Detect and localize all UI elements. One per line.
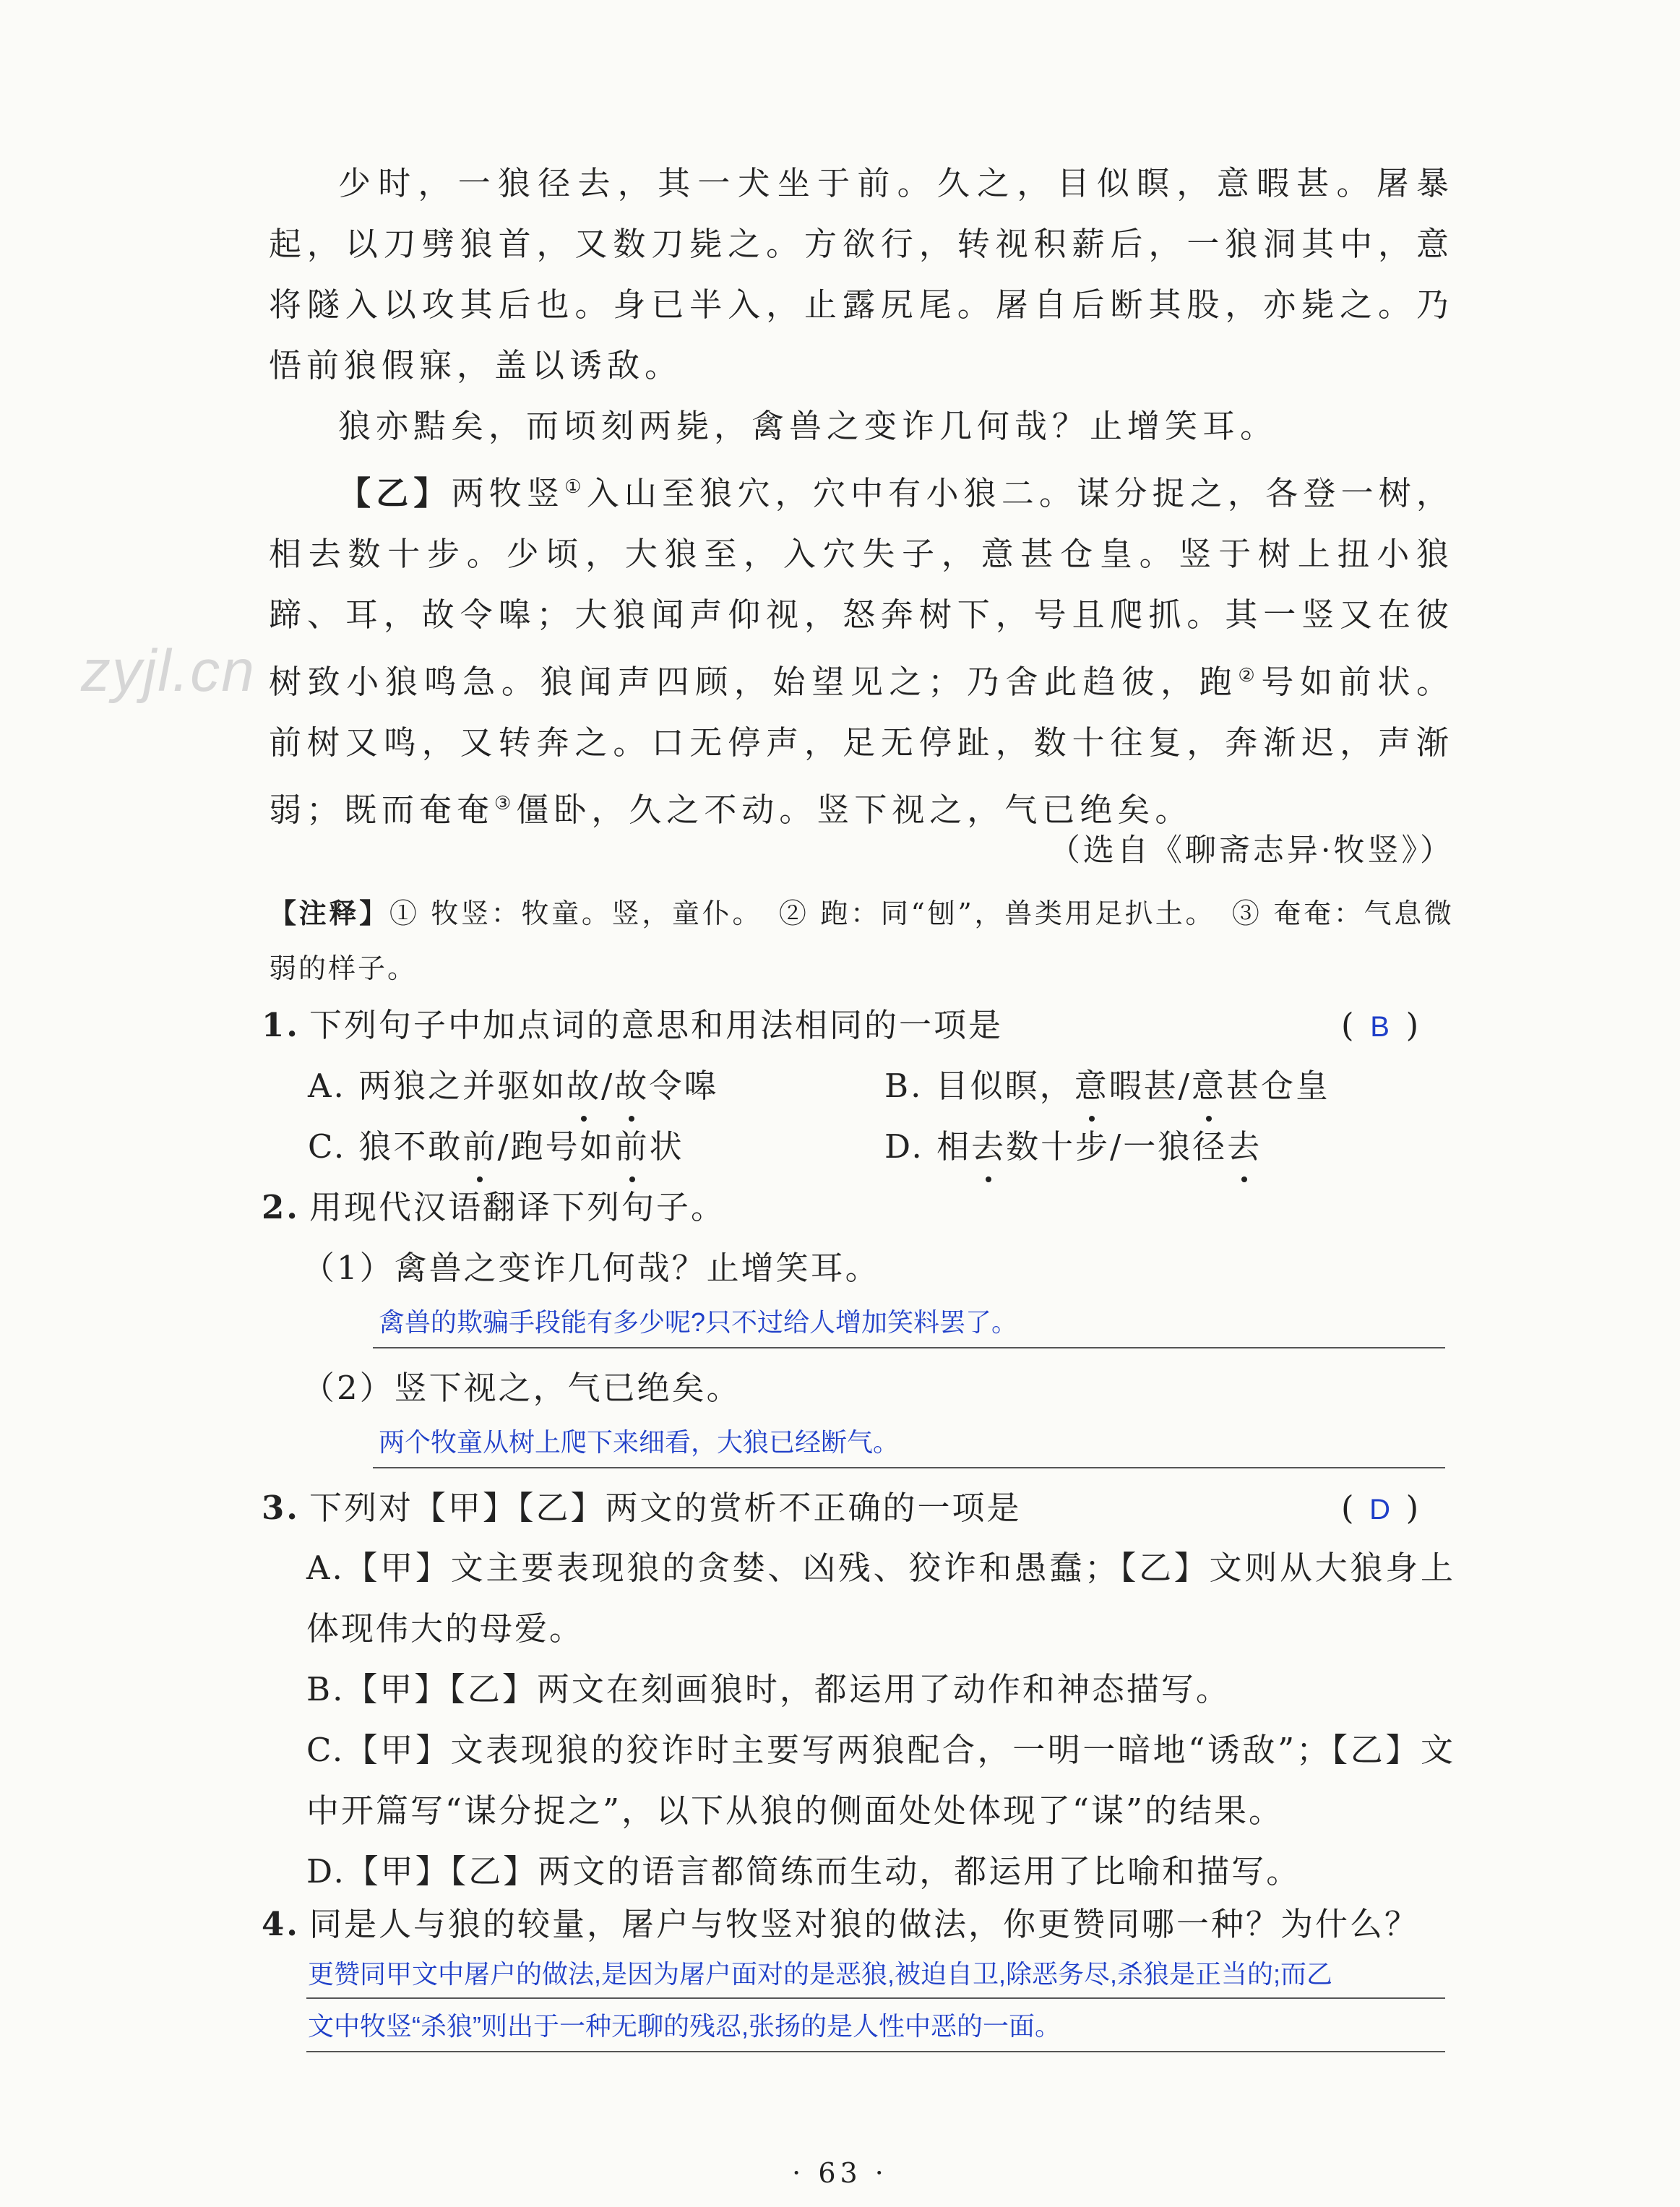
note-ref-3: ③ — [494, 793, 517, 814]
question-text: 用现代汉语翻译下列句子。 — [309, 1188, 726, 1226]
handwritten-answer-4-line-1: 更赞同甲文中屠户的做法,是因为屠户面对的是恶狼,被迫自卫,除恶务尽,杀狼是正当的;而乙 — [308, 1959, 1333, 1989]
option-text: 暇甚/ — [1108, 1067, 1192, 1105]
option-text: 令嗥 — [649, 1067, 719, 1105]
option-text: 数十步/一狼径 — [1006, 1127, 1228, 1166]
annotations-label: 【注释】 — [269, 897, 389, 929]
watermark: zyjl.cn — [81, 638, 256, 704]
option-c — [306, 1720, 1455, 1841]
handwritten-answer-2: 两个牧童从树上爬下来细看，大狼已经断气。 — [379, 1427, 900, 1457]
note-ref-1: ① — [564, 476, 587, 498]
question-number: 4. — [262, 1905, 300, 1943]
option-text: /跑号如 — [497, 1127, 615, 1166]
translate-sentence-2: （2）竖下视之，气已绝矣。 — [302, 1369, 741, 1407]
option-text: B.【甲】【乙】两文在刻画狼时，都运用了动作和神态描写。 — [306, 1670, 1231, 1708]
option-a — [308, 1061, 718, 1111]
annotations-text: ① 牧竖：牧童。竖，童仆。 ② 跑：同“刨”，兽类用足扒土。 ③ 奄奄：气息微弱的样子。 — [269, 898, 1454, 984]
option-text: / — [601, 1067, 615, 1105]
note-ref-2: ② — [1238, 665, 1262, 687]
question-2 — [262, 1182, 725, 1233]
question-3 — [262, 1483, 1022, 1533]
emphasis-word: 故 — [614, 1061, 649, 1111]
option-text: 甚仓皇 — [1225, 1067, 1330, 1105]
answer-line — [306, 1997, 1445, 1999]
answer-choice: D — [1369, 1494, 1390, 1526]
handwritten-answer-1: 禽兽的欺骗手段能有多少呢?只不过给人增加笑料罢了。 — [379, 1307, 1018, 1337]
question-text: 同是人与狼的较量，屠户与牧竖对狼的做法，你更赞同哪一种？为什么？ — [309, 1905, 1420, 1943]
question-number: 1. — [262, 1006, 300, 1044]
emphasis-word: 意 — [1192, 1061, 1226, 1111]
question-number: 3. — [262, 1489, 300, 1527]
handwritten-answer-4-line-2: 文中牧竖“杀狼”则出于一种无聊的残忍,张扬的是人性中恶的一面。 — [308, 2011, 1061, 2041]
passage-yi-text-3: 号如前状。前树又鸣，又转奔之。口无停声，足无停趾，数十往复，奔渐迟，声渐弱；既而奄奄 — [269, 663, 1454, 829]
answer-line — [373, 1347, 1445, 1348]
translate-sentence-1: （1）禽兽之变诈几何哉？止增笑耳。 — [302, 1249, 880, 1287]
emphasis-word: 去 — [971, 1122, 1006, 1172]
answer-line — [306, 2051, 1445, 2052]
option-d — [884, 1122, 1262, 1172]
answer-line — [373, 1467, 1445, 1468]
option-text: 状 — [649, 1127, 684, 1166]
passage-yi-tag: 【乙】 — [338, 474, 452, 512]
question-1 — [262, 1000, 1003, 1051]
passage-jia-paragraph-1: 少时，一狼径去，其一犬坐于前。久之，目似瞑，意暇甚。屠暴起，以刀劈狼首，又数刀毙之。方欲行，转视积薪后，一狼洞其中，意将隧入以攻其后也。身已半入，止露尻尾。屠自后断其股，亦毙之。乃悟前狼假寐，盖以诱敌。 — [269, 164, 1454, 384]
page-number: · 63 · — [792, 2157, 888, 2189]
emphasis-word: 意 — [1074, 1061, 1109, 1111]
answer-choice: B — [1370, 1011, 1390, 1043]
answer-bracket-1: ( B ) — [1341, 1000, 1418, 1052]
option-c — [308, 1122, 684, 1172]
option-d — [306, 1841, 1455, 1902]
answer-bracket-3: ( D ) — [1341, 1483, 1418, 1535]
passage-yi — [269, 457, 1454, 840]
passage-yi-text-1: 两牧竖 — [451, 474, 565, 512]
question-text: 下列句子中加点词的意思和用法相同的一项是 — [309, 1006, 1004, 1044]
option-text: B. 目似瞑， — [884, 1067, 1074, 1105]
emphasis-word: 故 — [567, 1061, 601, 1111]
option-a — [306, 1538, 1455, 1659]
emphasis-word: 去 — [1227, 1122, 1262, 1172]
option-b — [884, 1061, 1330, 1111]
option-text: D.【甲】【乙】两文的语言都简练而生动，都运用了比喻和描写。 — [306, 1852, 1301, 1890]
source-citation: （选自《聊斋志异·牧竖》） — [1048, 833, 1454, 869]
option-text: C. 狼不敢 — [308, 1127, 463, 1166]
passage-yi-text-2: 入山至狼穴，穴中有小狼二。谋分捉之，各登一树，相去数十步。少顷，大狼至，入穴失子，意甚仓皇。竖于树上扭小狼蹄、耳，故令嗥；大狼闻声仰视，怒奔树下，号且爬抓。其一竖又在彼树致小狼鸣急。狼闻声四顾，始望见之；乃舍此趋彼，跑 — [269, 474, 1454, 701]
option-text: C.【甲】文表现狼的狡诈时主要写两狼配合，一明一暗地“诱敌”；【乙】文中开篇写“谋分捉之”，以下从狼的侧面处处体现了“谋”的结果。 — [306, 1731, 1455, 1830]
question-number: 2. — [262, 1188, 300, 1226]
option-text: A. 两狼之并驱如 — [308, 1067, 567, 1105]
passage-yi-text-4: 僵卧，久之不动。竖下视之，气已绝矣。 — [516, 791, 1193, 829]
passage-jia-paragraph-2: 狼亦黠矣，而顷刻两毙，禽兽之变诈几何哉？止增笑耳。 — [338, 407, 1278, 445]
option-text: A.【甲】文主要表现狼的贪婪、凶残、狡诈和愚蠢；【乙】文则从大狼身上体现伟大的母爱。 — [306, 1549, 1455, 1648]
option-b — [306, 1659, 1455, 1720]
question-text: 下列对【甲】【乙】两文的赏析不正确的一项是 — [309, 1489, 1022, 1527]
emphasis-word: 前 — [615, 1122, 650, 1172]
annotations — [269, 886, 1454, 996]
question-4 — [262, 1899, 1419, 1950]
option-text: D. 相 — [884, 1127, 972, 1166]
emphasis-word: 前 — [462, 1122, 497, 1172]
